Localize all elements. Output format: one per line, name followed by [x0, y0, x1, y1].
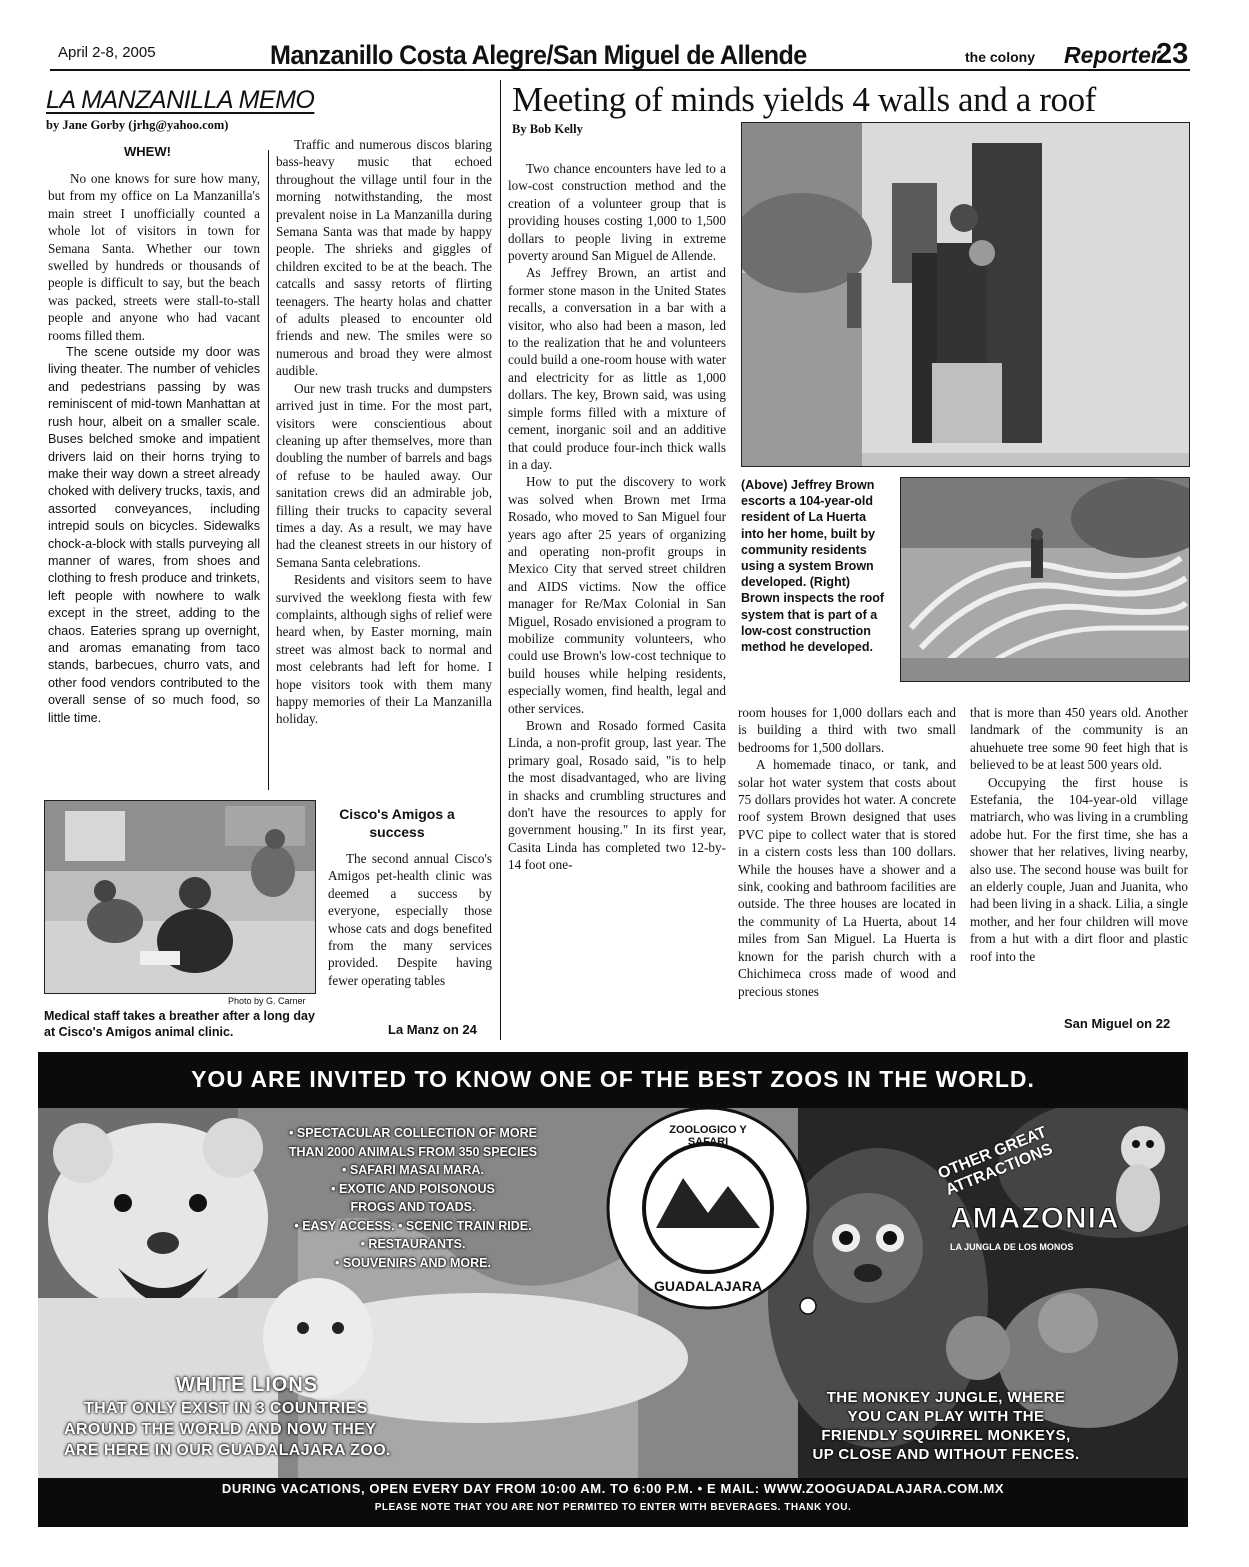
- ad-feature-item: • SAFARI MASAI MARA.: [342, 1163, 484, 1177]
- article-jump-line: San Miguel on 22: [1064, 1016, 1171, 1031]
- white-lions-line: AROUND THE WORLD AND NOW THEY: [64, 1421, 377, 1438]
- ad-beverage-notice: PLEASE NOTE THAT YOU ARE NOT PERMITED TO ENTER WITH BEVERAGES. THANK YOU.: [374, 1502, 852, 1513]
- zoo-advertisement: [38, 1052, 1188, 1527]
- paragraph: The scene outside my door was living theater. The number of vehicles and pedestrians passing by was reminiscent of mid-town Manhattan at rush hour, albeit on a smaller scale. Buses belched smoke and impatient drivers laid on their horns trying to make their way down a street already choked with delivery trucks, taxis, and assorted conveyances, including intrepid souls on bicycles. Sidewalks chock-a-block with stalls purveying all manner of wares, from shoes and clothing to fresh produce and trinkets, left people with nowhere to walk except in the street, adding to the chaos. Eateries sprang up overnight, and aromas emanating from taco stands, barbecues, churro vats, and other food vendors contributed to the overall sense of so much food, so little time.: [48, 345, 260, 725]
- white-lions-text: [64, 1398, 391, 1461]
- monkey-jungle-line: UP CLOSE AND WITHOUT FENCES.: [812, 1446, 1080, 1463]
- ad-feature-item: • SPECTACULAR COLLECTION OF MORE: [289, 1126, 537, 1140]
- paragraph: Occupying the first house is Estefania, the 104-year-old village matriarch, who was living in a crumbling adobe hut. For the first time, she has a shower that her relatives, living nearby, also use. The second house was built for an elderly couple, Juan and Juanita, who had been living in a shack. Lilia, a single mother, and her four children will move from a hut with a dirt floor and plastic roof into the: [970, 774, 1188, 964]
- ad-feature-item: • RESTAURANTS.: [360, 1237, 466, 1251]
- memo-subhead: WHEW!: [124, 144, 171, 159]
- article-column-3: [970, 704, 1188, 1016]
- ad-feature-item: THAN 2000 ANIMALS FROM 350 SPECIES: [288, 1144, 538, 1159]
- white-lions-line: THAT ONLY EXIST IN 3 COUNTRIES: [84, 1400, 368, 1417]
- paragraph: The second annual Cisco's Amigos pet-health clinic was deemed a success by everyone, especially those whose cats and dogs benefited from the many services provided. Despite having fewer operating tables: [328, 851, 492, 988]
- article-column-2: [738, 704, 956, 1032]
- monkey-jungle-text: [756, 1388, 1136, 1464]
- paragraph: How to put the discovery to work was solved when Brown met Irma Rosado, who moved to San Miguel four years ago after 25 years of organizing and operating non-profit groups in Mexico City that served street children and AIDS victims. Now the office manager for Re/Max Colonial in San Miguel, Rosado envisioned a program to mobilize community volunteers, who could use Brown's low-cost technique to build houses while helping residents, especially women, find health, legal and other services.: [508, 474, 726, 716]
- clinic-photo-image: [45, 801, 316, 994]
- paragraph: Two chance encounters have led to a low-cost construction method and the creation of a volunteer group that is providing houses costing 1,000 to 1,500 dollars to people living in extreme poverty around San Miguel de Allende.: [508, 161, 726, 264]
- white-lions-line: ARE HERE IN OUR GUADALAJARA ZOO.: [64, 1442, 391, 1459]
- paragraph: room houses for 1,000 dollars each and is building a third with two small bedrooms for 1,500 dollars.: [738, 705, 956, 755]
- cisco-subhead: Cisco's Amigos a success: [339, 806, 455, 840]
- memo-column-1: [48, 170, 260, 795]
- clinic-photo-caption: Medical staff takes a breather after a long day at Cisco's Amigos animal clinic.: [44, 1009, 315, 1039]
- paragraph: that is more than 450 years old. Another landmark of the community is an ahuehuete tree some 90 feet high that is believed to be at least 500 years old.: [970, 705, 1188, 773]
- masthead-rule: [50, 69, 1190, 71]
- clinic-photo: [44, 800, 316, 994]
- ad-headline: YOU ARE INVITED TO KNOW ONE OF THE BEST ZOOS IN THE WORLD.: [191, 1066, 1035, 1092]
- column-divider: [268, 150, 269, 790]
- column-divider: [500, 80, 501, 1040]
- monkey-jungle-line: FRIENDLY SQUIRREL MONKEYS,: [821, 1427, 1071, 1444]
- publication-name: the colony: [965, 49, 1036, 65]
- issue-date: April 2-8, 2005: [58, 44, 156, 61]
- house-photo-image: [742, 123, 1190, 467]
- article-headline: Meeting of minds yields 4 walls and a roof: [512, 80, 1096, 119]
- section-title: Manzanillo Costa Alegre/San Miguel de Allende: [270, 40, 807, 70]
- white-lions-title: WHITE LIONS: [176, 1374, 319, 1396]
- article-column-1: [508, 160, 726, 1048]
- paragraph: No one knows for sure how many, but from my office on La Manzanilla's main street I unofficially counted a whole lot of visitors in town for Semana Santa. Whether our town swelled by hundreds or thousands of people is difficult to say, but the beach was packed, streets were stall-to-stall people and anyone who had vacant rooms filled them.: [48, 171, 260, 343]
- roof-photo: [900, 477, 1190, 682]
- ad-hours-email: DURING VACATIONS, OPEN EVERY DAY FROM 10:00 AM. TO 6:00 P.M. • E MAIL: WWW.ZOOGUADALAJARA.COM.MX: [221, 1481, 1005, 1496]
- paragraph: A homemade tinaco, or tank, and solar hot water system that costs about 75 dollars provides hot water. A concrete roof system Brown designed that uses PVC pipe to collect water that is stored in a cistern costs less than 100 dollars. While the houses have a shower and a sink, cooking and bathroom facilities are outside. The three houses are located in the community of La Huerta, about 14 miles from San Miguel. La Huerta is known for the parish church with a Chichimeca cross made of wood and precious stones: [738, 757, 956, 999]
- paragraph: Our new trash trucks and dumpsters arrived just in time. For the most part, visitors were conscientious about cleaning up after themselves, more than doubling the number of barrels and bags of refuse to be hauled away. Our sanitation crews did an admirable job, filling their trucks to capacity several times a day. As a result, we may have had the cleanest streets in our history of Semana Santa celebrations.: [276, 380, 492, 570]
- cisco-column: [328, 850, 492, 1020]
- article-byline: By Bob Kelly: [512, 122, 583, 136]
- monkey-jungle-line: THE MONKEY JUNGLE, WHERE: [826, 1389, 1066, 1406]
- memo-jump-line: La Manz on 24: [388, 1022, 477, 1037]
- ad-feature-item: • EASY ACCESS. • SCENIC TRAIN RIDE.: [294, 1218, 532, 1233]
- ad-feature-list: [253, 1124, 573, 1272]
- house-photo: [741, 122, 1190, 467]
- paragraph: Residents and visitors seem to have survived the weeklong fiesta with few complaints, although sighs of relief were heard when, by Easter morning, main street was almost back to normal and most celebrants had left for home. I hope visitors took with them many happy memories of their La Manzanilla holiday.: [276, 572, 492, 727]
- memo-byline: by Jane Gorby (jrhg@yahoo.com): [46, 118, 229, 132]
- monkey-jungle-line: YOU CAN PLAY WITH THE: [847, 1408, 1045, 1425]
- column-title: LA MANZANILLA MEMO: [46, 86, 315, 114]
- amazonia-logo: AMAZONIA: [950, 1202, 1120, 1235]
- photo-credit: Photo by G. Carner: [228, 996, 306, 1006]
- zoo-logo-bottom-text: GUADALAJARA: [653, 1278, 763, 1294]
- ad-feature-item: • SOUVENIRS AND MORE.: [334, 1255, 491, 1270]
- ad-feature-item: FROGS AND TOADS.: [350, 1200, 476, 1214]
- page-number: 23: [1156, 38, 1189, 70]
- publication-reporter: Reporter: [1064, 42, 1160, 68]
- paragraph: As Jeffrey Brown, an artist and former stone mason in the United States recalls, a conversation in a bar with a visitor, who also had been a mason, led to the realization that he and volunteers could build a one-room house with water and electricity for as little as 1,000 dollars. The key, Brown said, was using simple forms filled with a mixture of cement, inorganic soil and an additive that could produce four-inch thick walls in a day.: [508, 265, 726, 472]
- memo-column-2: [276, 136, 492, 796]
- other-attractions-banner: OTHER GREAT ATTRACTIONS: [935, 1123, 1055, 1200]
- amazonia-subtitle: LA JUNGLA DE LOS MONOS: [950, 1242, 1074, 1252]
- roof-photo-image: [901, 478, 1190, 682]
- ad-feature-item: • EXOTIC AND POISONOUS: [331, 1181, 495, 1196]
- paragraph: Traffic and numerous discos blaring bass-heavy music that echoed throughout the village until four in the morning notwithstanding, the most prevalent noise in La Manzanilla during Semana Santa was that made by happy people. The shrieks and giggles of children excited to be at the beach. The catcalls and sassy retorts of flirting teenagers. The hearty holas and chatter of adults pleased to encounter old friends and new. The smiles were so numerous and broad they were almost audible.: [276, 137, 492, 379]
- paragraph: Brown and Rosado formed Casita Linda, a non-profit group, last year. The primary goal, Rosado said, "is to help the most disadvantaged, who are living in shacks and crumbling structures and don't have the resources to apply for government housing." In its first year, Casita Linda has completed two 12-by-14 foot one-: [508, 718, 726, 873]
- zoo-logo-top-text: ZOOLOGICO Y SAFARI: [669, 1124, 747, 1148]
- house-photo-caption: (Above) Jeffrey Brown escorts a 104-year-old resident of La Huerta into her home, built by community residents using a system Brown developed. (Right) Brown inspects the roof system that is part of a low-cost construction method he developed.: [741, 478, 885, 655]
